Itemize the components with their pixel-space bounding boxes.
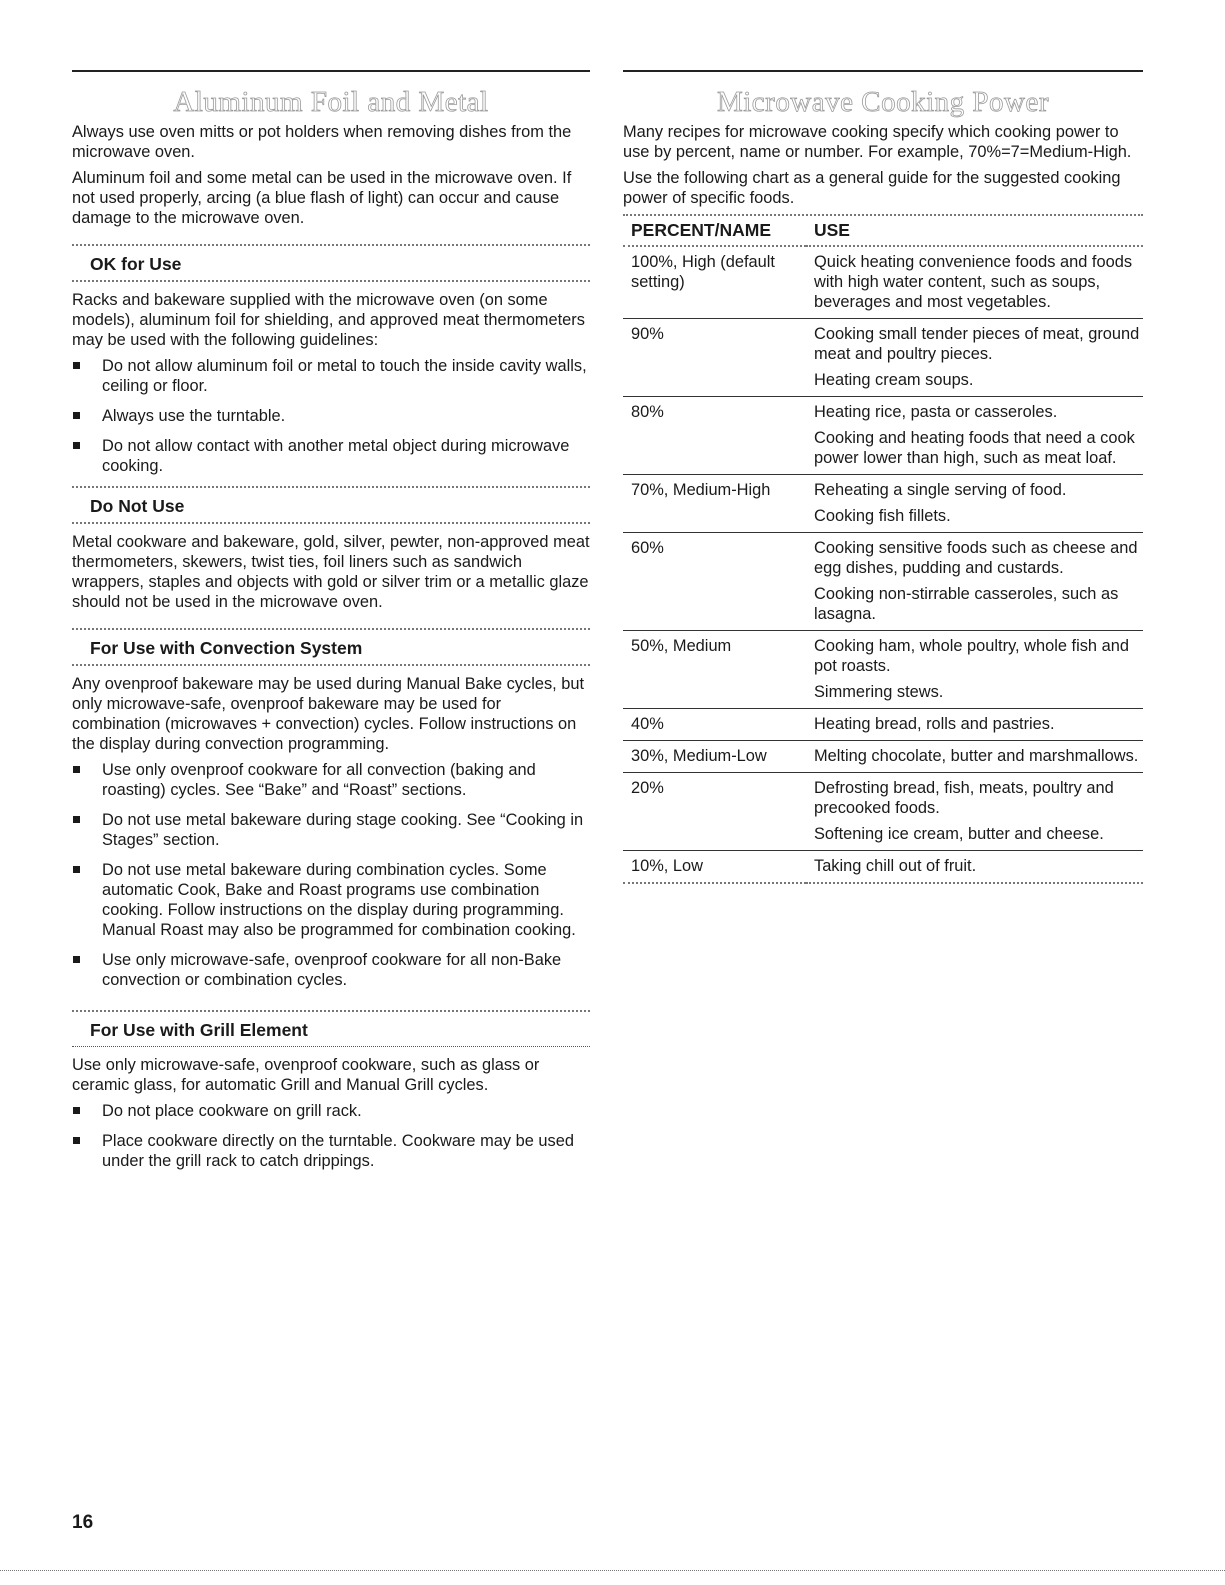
table-row [623,741,1143,773]
intro-paragraph: Use the following chart as a general guide for the suggested cooking power of specific foods. [623,169,1121,207]
use-line: Cooking sensitive foods such as cheese and egg dishes, pudding and custards. [814,539,1138,577]
cell-percent-name: 40% [623,709,806,741]
list-item: Always use the turntable. [72,406,590,426]
cell-percent-name: 60% [623,533,806,631]
table-row [623,631,1143,709]
use-line: Heating cream soups. [814,371,974,389]
use-line: Taking chill out of fruit. [814,857,977,875]
cell-use [806,475,1143,533]
use-line: Cooking and heating foods that need a cook power lower than high, such as meat loaf. [814,429,1135,467]
cell-percent-name: 80% [623,397,806,475]
list-item: Do not allow contact with another metal object during microwave cooking. [72,436,590,476]
table-row [623,533,1143,631]
subhead-do-not-use: Do Not Use [90,496,185,516]
table-row [623,709,1143,741]
bullet-icon [73,442,80,449]
top-rule [72,70,590,72]
intro-paragraph: Aluminum foil and some metal can be used in the microwave oven. If not used properly, arcing (a blue flash of light) can occur and cause damage to the microwave oven. [72,169,572,227]
section-title-aluminum: Aluminum Foil and Metal [173,86,489,118]
use-line: Heating rice, pasta or casseroles. [814,403,1058,421]
use-line: Melting chocolate, butter and marshmallows. [814,747,1139,765]
subhead-grill: For Use with Grill Element [90,1020,308,1040]
cell-use [806,533,1143,631]
cell-use [806,246,1143,319]
use-line: Cooking fish fillets. [814,507,951,525]
bullet-icon [73,1107,80,1114]
divider [72,522,590,524]
bullet-icon [73,362,80,369]
list-item: Do not place cookware on grill rack. [72,1101,590,1121]
ok-paragraph: Racks and bakeware supplied with the microwave oven (on some models), aluminum foil for shielding, and approved meat thermometers may be used with the following guidelines: [72,291,585,349]
cell-percent-name: 70%, Medium-High [623,475,806,533]
cell-use [806,773,1143,851]
cell-percent-name: 90% [623,319,806,397]
cell-use [806,631,1143,709]
use-line: Reheating a single serving of food. [814,481,1067,499]
use-line: Cooking small tender pieces of meat, ground meat and poultry pieces. [814,325,1140,363]
cooking-power-table [623,216,1143,884]
use-line: Cooking non-stirrable casseroles, such as lasagna. [814,585,1119,623]
table-row [623,773,1143,851]
cell-use [806,319,1143,397]
list-item: Use only ovenproof cookware for all convection (baking and roasting) cycles. See “Bake” and “Roast” sections. [72,760,590,800]
list-item: Place cookware directly on the turntable. Cookware may be used under the grill rack to catch drippings. [72,1131,590,1171]
list-item: Do not use metal bakeware during stage cooking. See “Cooking in Stages” section. [72,810,590,850]
table-row [623,397,1143,475]
list-item: Do not allow aluminum foil or metal to touch the inside cavity walls, ceiling or floor. [72,356,590,396]
bullet-icon [73,766,80,773]
divider [72,280,590,282]
bullet-icon [73,412,80,419]
table-row [623,246,1143,319]
subhead-convection: For Use with Convection System [90,638,363,658]
top-rule [623,70,1143,72]
cell-percent-name: 100%, High (default setting) [623,246,806,319]
divider [72,1010,590,1012]
use-line: Softening ice cream, butter and cheese. [814,825,1104,843]
table-header-row [623,216,1143,246]
cell-percent-name: 10%, Low [623,851,806,884]
subhead-ok-for-use: OK for Use [90,254,182,274]
use-line: Simmering stews. [814,683,944,701]
cell-percent-name: 20% [623,773,806,851]
divider [72,1046,590,1047]
column-header-use: USE [806,216,1143,246]
bullet-icon [73,1137,80,1144]
use-line: Quick heating convenience foods and foods with high water content, such as soups, beverages and most vegetables. [814,253,1133,311]
left-column [72,70,590,1181]
intro-paragraph: Many recipes for microwave cooking specify which cooking power to use by percent, name or number. For example, 70%=7=Medium-High. [623,123,1132,161]
table-row [623,851,1143,884]
convection-paragraph: Any ovenproof bakeware may be used during Manual Bake cycles, but only microwave-safe, ovenproof bakeware may be used for combination (microwaves + convection) cycles. Follow instructions on the display during convection programming. [72,675,585,753]
cell-use [806,851,1143,884]
cell-use [806,709,1143,741]
cell-use [806,397,1143,475]
divider [72,244,590,246]
grill-bullet-list [72,1101,590,1171]
use-line: Heating bread, rolls and pastries. [814,715,1055,733]
column-header-percent-name: PERCENT/NAME [623,216,806,246]
use-line: Cooking ham, whole poultry, whole fish and pot roasts. [814,637,1129,675]
section-title-cooking-power: Microwave Cooking Power [716,86,1050,118]
list-item: Use only microwave-safe, ovenproof cookware for all non-Bake convection or combination cycles. [72,950,590,990]
table-row [623,475,1143,533]
page-number: 16 [72,1512,94,1533]
divider [72,486,590,488]
cell-percent-name: 30%, Medium-Low [623,741,806,773]
bullet-icon [73,866,80,873]
right-column [623,70,1143,884]
list-item: Do not use metal bakeware during combination cycles. Some automatic Cook, Bake and Roast programs use combination cooking. Follow instructions on the display during programming. Manual Roast may also be programmed for combination cooking. [72,860,590,940]
donot-paragraph: Metal cookware and bakeware, gold, silver, pewter, non-approved meat thermometers, skewers, twist ties, foil liners such as sandwich wrappers, staples and objects with gold or silver trim or a metallic glaze should not be used in the microwave oven. [72,533,590,611]
divider [72,628,590,630]
table-row [623,319,1143,397]
grill-paragraph: Use only microwave-safe, ovenproof cookware, such as glass or ceramic glass, for automatic Grill and Manual Grill cycles. [72,1056,540,1094]
bottom-rule [0,1570,1225,1571]
use-line: Defrosting bread, fish, meats, poultry and precooked foods. [814,779,1114,817]
intro-paragraph: Always use oven mitts or pot holders when removing dishes from the microwave oven. [72,123,572,161]
convection-bullet-list [72,760,590,990]
cell-use [806,741,1143,773]
ok-bullet-list [72,356,590,476]
divider [72,664,590,666]
bullet-icon [73,956,80,963]
cell-percent-name: 50%, Medium [623,631,806,709]
bullet-icon [73,816,80,823]
